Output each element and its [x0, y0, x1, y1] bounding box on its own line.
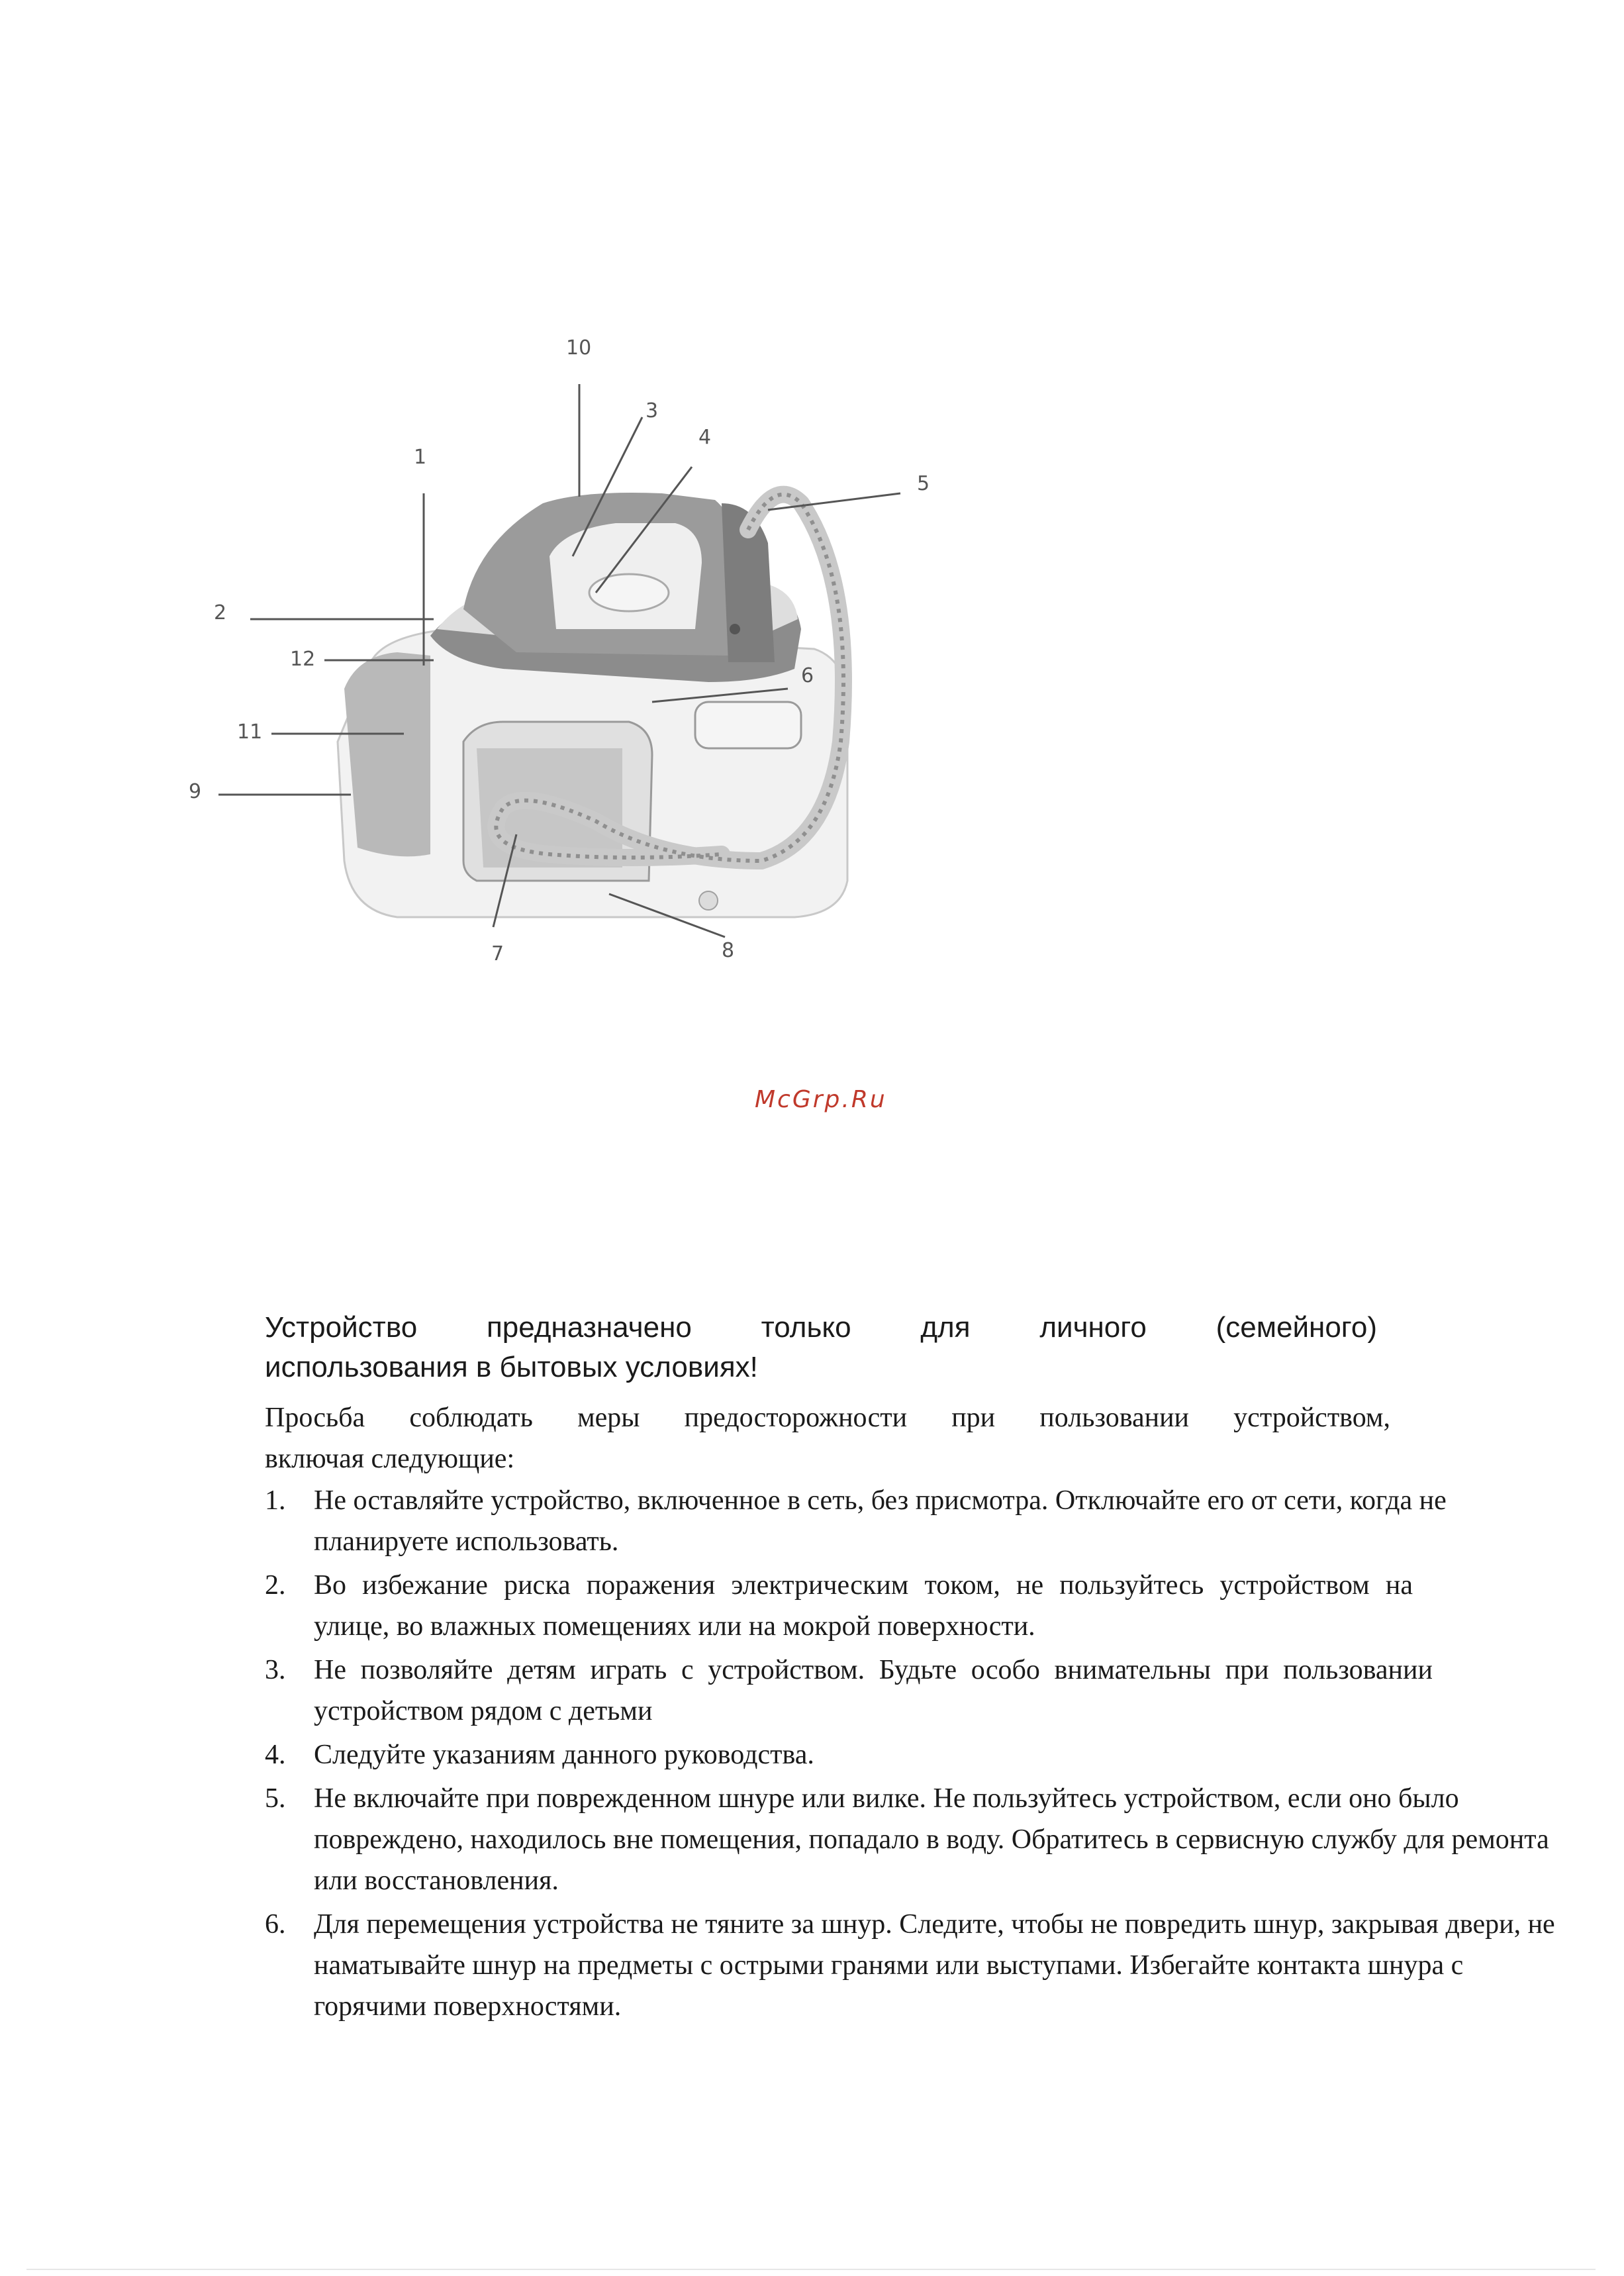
list-item-text: Во избежание риска поражения электрическим током, не пользуйтесь устройством на улице, во влажных помещениях или на мокрой поверхности.: [314, 1570, 1413, 1642]
intro-line-1: Устройство предназначено только для личного (семейного): [265, 1311, 1377, 1344]
callout-9: 9: [189, 780, 202, 803]
list-item-text: Не включайте при поврежденном шнуре или вилке. Не пользуйтесь устройством, если оно было повреждено, находилось вне помещения, попадало в воду. Обратитесь в сервисную службу для ремонта или восстановления.: [314, 1783, 1549, 1896]
list-item-text: Следуйте указаниям данного руководства.: [314, 1740, 814, 1770]
callout-4: 4: [698, 426, 712, 449]
list-item: [265, 1778, 1558, 1901]
callout-1: 1: [414, 446, 427, 469]
list-item: [265, 1734, 1536, 1775]
intro-notice: [265, 1308, 1377, 1387]
list-item-number: 5.: [265, 1783, 286, 1814]
list-item-number: 1.: [265, 1485, 286, 1516]
callout-8: 8: [722, 939, 735, 962]
list-item-text: Для перемещения устройства не тяните за шнур. Следите, чтобы не повредить шнур, закрывая двери, не наматывайте шнур на предметы с острыми гранями или выступами. Избегайте контакта шнура с горячими поверхностями.: [314, 1909, 1555, 2022]
list-item-text: Не оставляйте устройство, включенное в сеть, без присмотра. Отключайте его от сети, когда не планируете использовать.: [314, 1485, 1447, 1557]
callout-10: 10: [566, 336, 592, 360]
intro-line-2: использования в бытовых условиях!: [265, 1351, 758, 1383]
list-item: [265, 1904, 1572, 2027]
list-item-number: 6.: [265, 1909, 286, 1940]
callout-5: 5: [917, 472, 930, 495]
list-item: [265, 1565, 1413, 1647]
list-item: [265, 1480, 1492, 1562]
callout-3: 3: [645, 399, 659, 422]
callout-12: 12: [290, 648, 316, 671]
precautions-line-2: включая следующие:: [265, 1444, 515, 1474]
steam-station-diagram: [0, 0, 993, 1026]
watermark-text: McGrp.Ru: [755, 1086, 887, 1113]
safety-rules-list: [265, 1480, 1555, 2030]
list-item-number: 2.: [265, 1570, 286, 1601]
list-item-number: 4.: [265, 1740, 286, 1770]
callout-2: 2: [214, 601, 227, 624]
callout-11: 11: [237, 720, 263, 744]
callout-7: 7: [491, 942, 504, 965]
list-item: [265, 1650, 1433, 1732]
footer-divider: [26, 2269, 1596, 2270]
precautions-line-1: Просьба соблюдать меры предосторожности при пользовании устройством,: [265, 1403, 1390, 1433]
list-item-number: 3.: [265, 1655, 286, 1685]
precautions-intro: [265, 1397, 1390, 1479]
list-item-text: Не позволяйте детям играть с устройством. Будьте особо внимательны при пользовании устройством рядом с детьми: [314, 1655, 1433, 1726]
callout-6: 6: [801, 664, 814, 687]
